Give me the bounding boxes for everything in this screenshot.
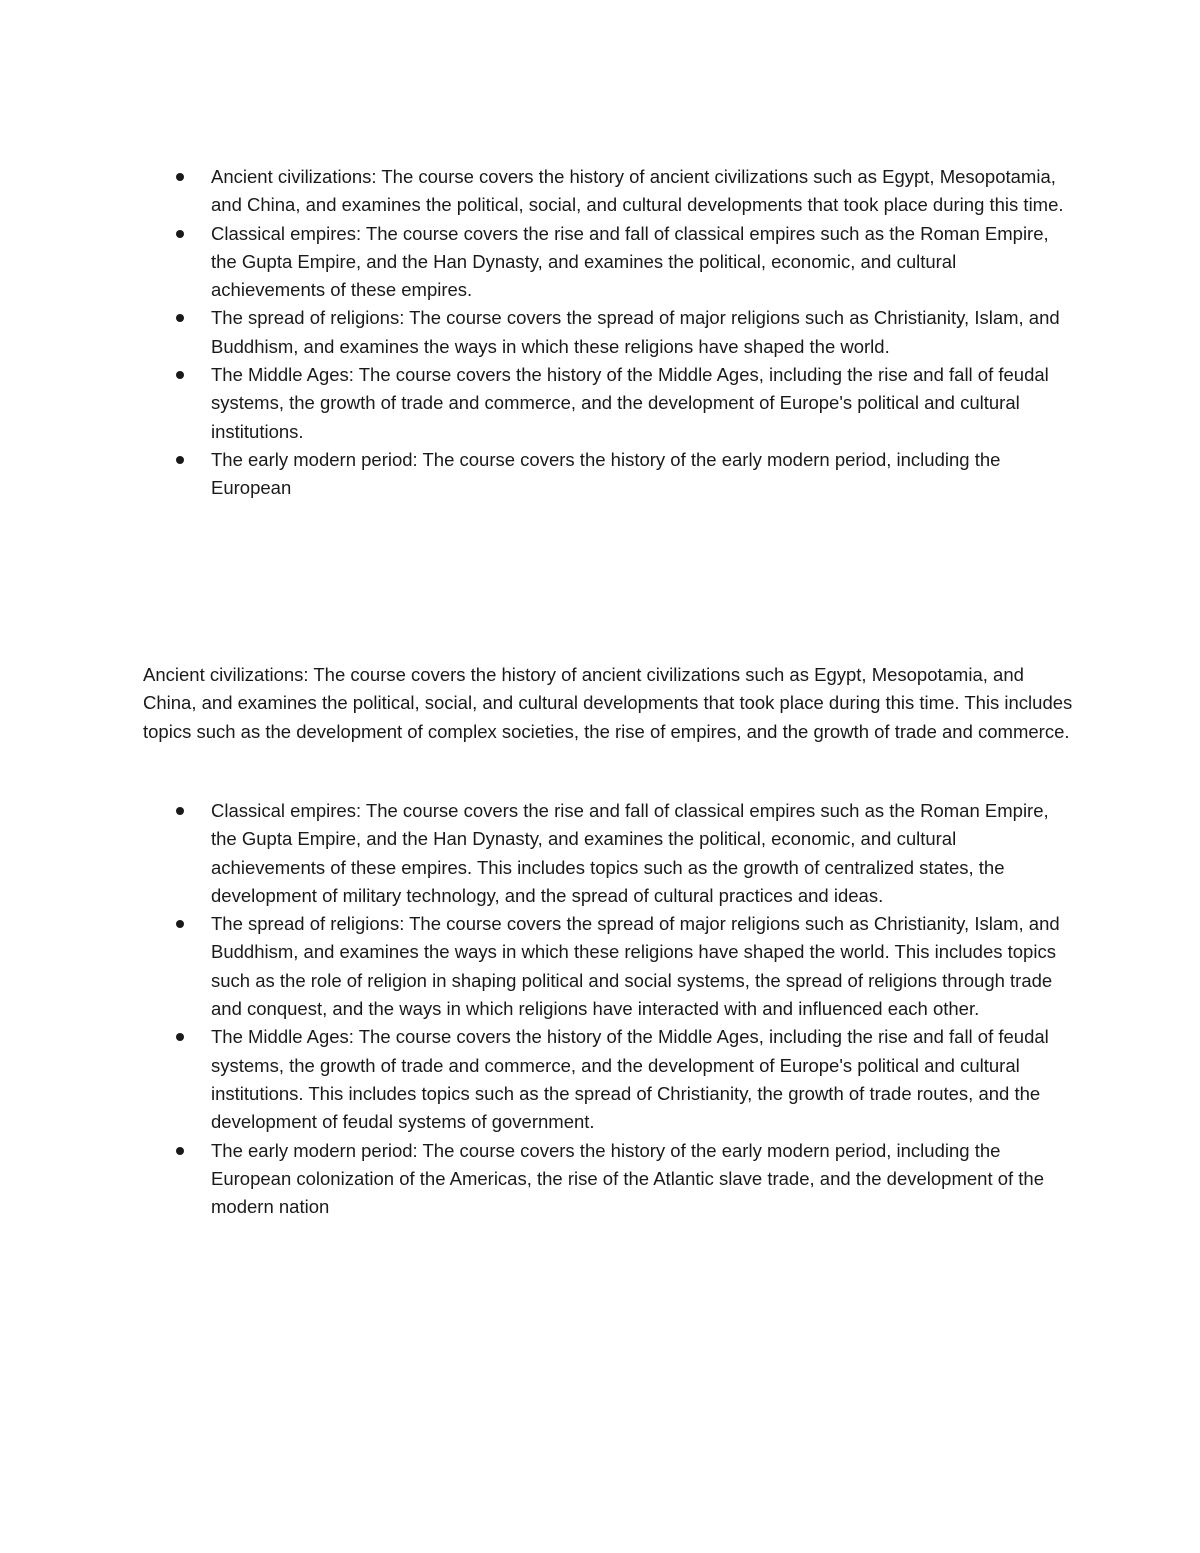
bullet-icon [176,173,184,181]
list-item-text: The spread of religions: The course covers the spread of major religions such as Christianity, Islam, and Buddhism, and examines the ways in which these religions have shaped the world. [211,307,1060,357]
list-item-text: Ancient civilizations: The course covers the history of ancient civilizations such as Egypt, Mesopotamia, and China, and examines the political, social, and cultural developments that took place during this time. [211,166,1064,216]
list-item-text: The Middle Ages: The course covers the history of the Middle Ages, including the rise and fall of feudal systems, the growth of trade and commerce, and the development of Europe's political and cultural institutions. [211,364,1049,442]
list-item-text: The Middle Ages: The course covers the history of the Middle Ages, including the rise and fall of feudal systems, the growth of trade and commerce, and the development of Europe's political and cultural institutions. This includes topics such as the spread of Christianity, the growth of trade routes, and the development of feudal systems of government. [211,1026,1049,1133]
list-item-text: Classical empires: The course covers the rise and fall of classical empires such as the Roman Empire, the Gupta Empire, and the Han Dynasty, and examines the political, economic, and cultural achievements of these empires. [211,222,1049,301]
bullet-icon [176,230,184,238]
body-paragraph: Ancient civilizations: The course covers the history of ancient civilizations such as Egypt, Mesopotamia, and China, and examines the political, social, and cultural developments that took place during this time. This includes topics such as the development of complex societies, the rise of empires, and the growth of trade and commerce. [143,664,1073,742]
bullet-list-bottom [211,797,1071,1221]
bullet-icon [176,314,184,322]
list-item [211,910,1071,1023]
bullet-icon [176,807,184,815]
bullet-icon [176,1147,184,1155]
list-item [211,1137,1071,1222]
list-item-text: Classical empires: The course covers the rise and fall of classical empires such as the Roman Empire, the Gupta Empire, and the Han Dynasty, and examines the political, economic, and cultural achievements of these empires. This includes topics such as the growth of centralized states, the development of military technology, and the spread of cultural practices and ideas. [211,800,1049,906]
list-item [211,304,1071,361]
list-item [211,361,1071,446]
bullet-icon [176,456,184,464]
list-item [211,446,1071,503]
bullet-icon [176,371,184,379]
list-item [211,163,1071,220]
list-item [211,1023,1071,1136]
list-item [211,797,1071,910]
bullet-list-top [211,163,1071,503]
bullet-icon [176,1033,184,1041]
list-item [211,220,1071,305]
list-item-text: The spread of religions: The course covers the spread of major religions such as Christianity, Islam, and Buddhism, and examines the ways in which these religions have shaped the world. This includes topics such as the role of religion in shaping political and social systems, the spread of religions through trade and conquest, and the ways in which religions have interacted with and influenced each other. [211,913,1060,1020]
list-item-text: The early modern period: The course covers the history of the early modern period, including the European colonization of the Americas, the rise of the Atlantic slave trade, and the development of the modern nation [211,1139,1045,1218]
bullet-icon [176,920,184,928]
list-item-text: The early modern period: The course covers the history of the early modern period, including the European [211,448,1001,499]
